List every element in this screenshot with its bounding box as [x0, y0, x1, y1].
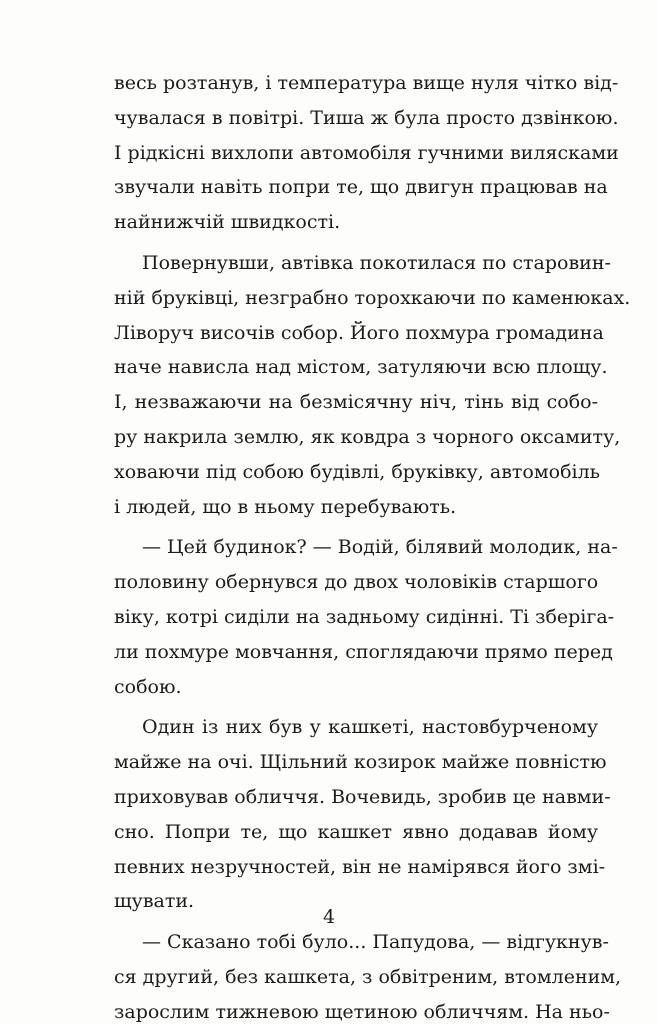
text-line: віку, котрі сиділи на задньому сидінні. Ті зберіга- [114, 605, 615, 628]
text-line: ній бруківці, незграбно торохкаючи по каменюках. [114, 286, 631, 309]
text-line: собою. [114, 675, 182, 698]
paragraph-4 [114, 710, 611, 919]
text-line: чувалася в повітрі. Тиша ж була просто дзвінкою. [114, 106, 619, 129]
text-line: ся другий, без кашкета, з обвітреним, втомленим, [114, 965, 622, 988]
text-line: приховував обличчя. Вочевидь, зробив це навми- [114, 785, 611, 808]
text-line: І рідкісні вихлопи автомобіля гучними вилясками [114, 141, 619, 164]
text-line: ховаючи під собою будівлі, бруківку, автомобіль [114, 460, 601, 483]
text-line: зарослим тижневою щетиною обличчям. На ньо- [114, 1000, 610, 1023]
text-line: наче нависла над містом, затуляючи всю площу. [114, 356, 608, 379]
paragraph-3 [114, 530, 618, 704]
text-line: половину обернувся до двох чоловіків старшого [114, 571, 599, 594]
paragraph-5 [114, 925, 622, 1029]
page-number: 4 [322, 906, 336, 928]
body-text [114, 66, 631, 1030]
paragraph-2 [114, 246, 631, 524]
text-line: — Цей будинок? — Водій, білявий молодик, на- [142, 536, 618, 559]
paragraph-1 [114, 66, 619, 240]
text-line: весь розтанув, і температура вище нуля чітко від- [114, 72, 619, 94]
text-line: щувати. [114, 890, 195, 913]
text-line: ли похмуре мовчання, споглядаючи прямо перед [114, 640, 613, 663]
text-line: ру накрила землю, як ковдра з чорного оксамиту, [114, 425, 621, 448]
text-line: І, незважаючи на безмісячну ніч, тінь від собо- [114, 391, 598, 414]
text-line: Повернувши, автівка покотилася по старовин- [142, 251, 611, 274]
text-line: майже на очі. Щільний козирок майже повністю [114, 751, 607, 774]
text-line: і людей, що в ньому перебувають. [114, 495, 457, 518]
text-line: звучали навіть попри те, що двигун працював на [114, 176, 608, 199]
text-line: найнижчій швидкості. [114, 211, 341, 234]
text-line: — Сказано тобі було... Папудова, — відгукнув- [142, 931, 609, 954]
text-line: Один із них був у кашкеті, настовбурченому [142, 716, 598, 739]
text-line: сно. Попри те, що кашкет явно додавав йому [114, 820, 598, 843]
text-line: певних незручностей, він не намірявся його змі- [114, 855, 606, 878]
text-line: Ліворуч височів собор. Його похмура громадина [114, 321, 604, 344]
